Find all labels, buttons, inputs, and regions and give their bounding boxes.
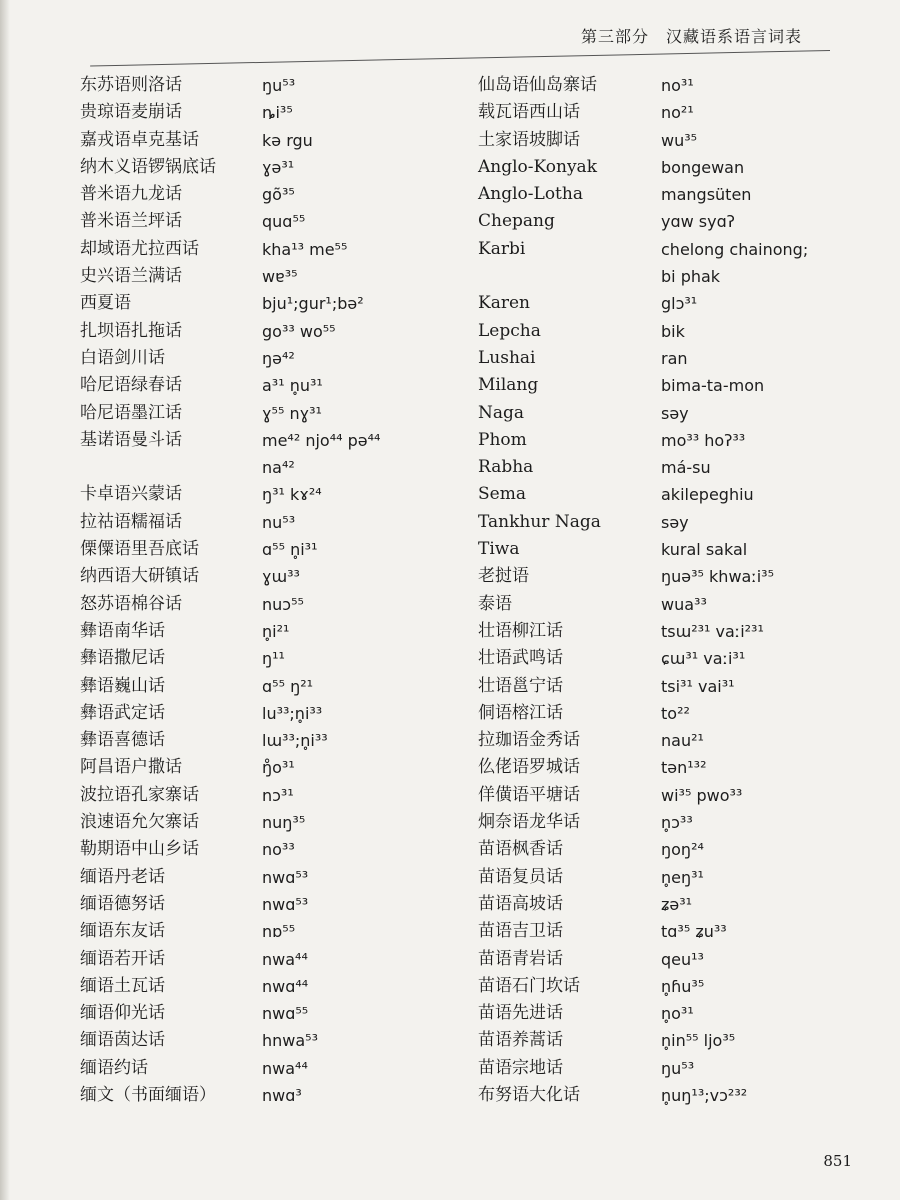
vocab-row bbox=[80, 563, 460, 590]
word-form: tɑ³⁵ ʑu³³ bbox=[661, 922, 727, 942]
word-form: mangsüten bbox=[661, 185, 752, 205]
word-form: na⁴² bbox=[262, 458, 295, 478]
word-form: nwɑ³ bbox=[262, 1085, 302, 1105]
vocab-row bbox=[478, 618, 878, 645]
language-name: 傈僳语里吾底话 bbox=[80, 539, 199, 560]
word-form: tsɯ²³¹ vaːi²³¹ bbox=[661, 621, 764, 641]
vocab-row bbox=[478, 591, 878, 618]
word-form: ŋ̊o³¹ bbox=[262, 758, 295, 778]
word-form: no³¹ bbox=[661, 76, 694, 95]
word-form: nwɑ⁴⁴ bbox=[262, 976, 309, 996]
language-name: Lepcha bbox=[478, 320, 541, 341]
word-form: n̥o³¹ bbox=[661, 1004, 694, 1024]
language-name: 缅语东友话 bbox=[80, 921, 165, 942]
page-edge-shadow bbox=[0, 0, 10, 1200]
language-name: 缅语若开话 bbox=[80, 948, 165, 969]
word-form: ʑə³¹ bbox=[661, 894, 693, 914]
language-name: 布努语大化话 bbox=[478, 1084, 580, 1105]
word-form: yɑw syɑʔ bbox=[661, 212, 735, 232]
word-form: nuŋ³⁵ bbox=[262, 813, 306, 833]
word-form: chelong chainong; bbox=[661, 239, 809, 259]
language-name: 缅文（书面缅语） bbox=[80, 1084, 216, 1105]
language-name: 苗语石门坎话 bbox=[478, 975, 580, 996]
vocab-row bbox=[478, 864, 878, 891]
vocab-row bbox=[478, 208, 878, 235]
vocab-row bbox=[80, 290, 460, 317]
word-form: tən¹³² bbox=[661, 758, 707, 778]
word-form: má-su bbox=[661, 458, 711, 478]
vocab-row bbox=[80, 400, 460, 427]
word-form: nuɔ⁵⁵ bbox=[262, 594, 304, 614]
vocab-row bbox=[478, 99, 878, 126]
word-form: nwa⁴⁴ bbox=[262, 949, 308, 969]
word-form: lu³³;n̥i³³ bbox=[262, 703, 323, 723]
word-form: ŋə⁴² bbox=[262, 348, 295, 368]
page-number: 851 bbox=[823, 1152, 852, 1170]
vocab-row bbox=[478, 673, 878, 700]
word-form: nwɑ⁵³ bbox=[262, 894, 309, 914]
language-name: 彝语武定话 bbox=[80, 702, 165, 723]
language-name: 纳木义语锣锅底话 bbox=[80, 156, 216, 177]
word-form: nwɑ⁵³ bbox=[262, 867, 309, 887]
vocab-row bbox=[80, 154, 460, 181]
language-name: 史兴语兰满话 bbox=[80, 266, 182, 287]
word-form: ȵi³⁵ bbox=[262, 103, 293, 123]
language-name: 泰语 bbox=[478, 593, 512, 614]
language-name: 贵琼语麦崩话 bbox=[80, 102, 182, 123]
word-form: gõ³⁵ bbox=[262, 185, 295, 205]
language-name: Karbi bbox=[478, 238, 526, 259]
vocab-row bbox=[80, 864, 460, 891]
vocab-row bbox=[80, 946, 460, 973]
language-name: 波拉语孔家寨话 bbox=[80, 784, 199, 805]
vocab-row bbox=[478, 536, 878, 563]
vocab-row bbox=[478, 918, 878, 945]
language-name: Milang bbox=[478, 375, 539, 396]
word-form: nu⁵³ bbox=[262, 512, 296, 532]
language-name: Tankhur Naga bbox=[478, 511, 601, 532]
word-form: nɔ³¹ bbox=[262, 785, 294, 805]
vocab-row bbox=[478, 836, 878, 863]
language-name: 勒期语中山乡话 bbox=[80, 839, 199, 860]
word-form: səy bbox=[661, 403, 689, 423]
language-name: 老挝语 bbox=[478, 566, 529, 587]
vocab-row bbox=[80, 481, 460, 508]
word-form: ŋu⁵³ bbox=[262, 76, 296, 95]
word-form: hnwa⁵³ bbox=[262, 1031, 318, 1051]
word-form: ŋuə³⁵ khwaːi³⁵ bbox=[661, 567, 774, 587]
vocab-row bbox=[478, 700, 878, 727]
vocab-row bbox=[80, 782, 460, 809]
word-form: n̥i²¹ bbox=[262, 621, 290, 641]
vocab-row bbox=[80, 263, 460, 290]
vocab-row bbox=[80, 318, 460, 345]
language-name: 卡卓语兴蒙话 bbox=[80, 484, 182, 505]
right-vocab-column bbox=[478, 72, 878, 1109]
vocab-row bbox=[80, 345, 460, 372]
language-name: 炯奈语龙华话 bbox=[478, 812, 580, 833]
language-name: 缅语仰光话 bbox=[80, 1003, 165, 1024]
word-form: kha¹³ me⁵⁵ bbox=[262, 239, 348, 259]
vocab-row bbox=[80, 673, 460, 700]
word-form: lɯ³³;n̥i³³ bbox=[262, 731, 328, 751]
vocab-row bbox=[478, 400, 878, 427]
word-form: ɣ⁵⁵ nɣ³¹ bbox=[262, 403, 322, 423]
word-form: səy bbox=[661, 512, 689, 532]
vocab-row bbox=[478, 181, 878, 208]
left-vocab-column bbox=[80, 72, 460, 1109]
vocab-row bbox=[478, 290, 878, 317]
vocab-row bbox=[80, 427, 460, 454]
word-form: n̥in⁵⁵ ljo³⁵ bbox=[661, 1031, 736, 1051]
language-name: 白语剑川话 bbox=[80, 347, 165, 368]
header-rule bbox=[90, 50, 830, 66]
word-form: ŋ³¹ kɤ²⁴ bbox=[262, 485, 322, 505]
word-form: akilepeghiu bbox=[661, 485, 754, 505]
language-name: 拉祜语糯福话 bbox=[80, 511, 182, 532]
word-form: kə rgu bbox=[262, 130, 313, 150]
language-name: 苗语复员话 bbox=[478, 866, 563, 887]
word-form: ŋoŋ²⁴ bbox=[661, 840, 704, 860]
vocab-row bbox=[80, 618, 460, 645]
language-name: Phom bbox=[478, 429, 527, 450]
vocab-row bbox=[80, 208, 460, 235]
language-name: 彝语撒尼话 bbox=[80, 648, 165, 669]
word-form: quɑ⁵⁵ bbox=[262, 212, 306, 232]
vocab-row bbox=[80, 591, 460, 618]
language-name: 缅语丹老话 bbox=[80, 866, 165, 887]
vocab-row bbox=[80, 99, 460, 126]
vocab-row bbox=[80, 181, 460, 208]
language-name: 却域语尤拉西话 bbox=[80, 238, 199, 259]
language-name: Rabha bbox=[478, 457, 534, 478]
vocab-row bbox=[80, 372, 460, 399]
language-name: Anglo-Konyak bbox=[478, 156, 597, 177]
vocab-row bbox=[80, 754, 460, 781]
language-name: 土家语坡脚话 bbox=[478, 129, 580, 150]
language-name: Anglo-Lotha bbox=[478, 184, 583, 205]
language-name: 仙岛语仙岛寨话 bbox=[478, 75, 597, 95]
vocab-row bbox=[478, 563, 878, 590]
language-name: 纳西语大研镇话 bbox=[80, 566, 199, 587]
language-name: 彝语巍山话 bbox=[80, 675, 165, 696]
vocab-row bbox=[80, 918, 460, 945]
language-name: 普米语九龙话 bbox=[80, 184, 182, 205]
vocab-row bbox=[80, 536, 460, 563]
vocab-row bbox=[478, 509, 878, 536]
language-name: 哈尼语绿春话 bbox=[80, 375, 182, 396]
vocab-row bbox=[80, 1055, 460, 1082]
language-name: 苗语吉卫话 bbox=[478, 921, 563, 942]
vocab-row bbox=[478, 1082, 878, 1109]
language-name: Chepang bbox=[478, 211, 555, 232]
word-form: bik bbox=[661, 321, 685, 341]
word-form: n̥eŋ³¹ bbox=[661, 867, 704, 887]
word-form: wɐ³⁵ bbox=[262, 267, 298, 287]
vocab-row bbox=[478, 127, 878, 154]
word-form: nau²¹ bbox=[661, 731, 704, 751]
word-form: bongewan bbox=[661, 157, 745, 177]
vocab-row bbox=[478, 1000, 878, 1027]
word-form: ɑ⁵⁵ ŋ²¹ bbox=[262, 676, 314, 696]
language-name: 苗语先进话 bbox=[478, 1003, 563, 1024]
vocab-row bbox=[478, 1027, 878, 1054]
word-form: qeu¹³ bbox=[661, 949, 704, 969]
vocab-row bbox=[80, 509, 460, 536]
word-form: mo³³ hoʔ³³ bbox=[661, 430, 746, 450]
language-name: 苗语青岩话 bbox=[478, 948, 563, 969]
language-name: Karen bbox=[478, 293, 530, 314]
vocab-row bbox=[80, 645, 460, 672]
language-name: 侗语榕江话 bbox=[478, 702, 563, 723]
language-name: 嘉戎语卓克基话 bbox=[80, 129, 199, 150]
word-form: kural sakal bbox=[661, 540, 748, 560]
language-name: Tiwa bbox=[478, 539, 520, 560]
word-form: a³¹ n̥u³¹ bbox=[262, 376, 323, 396]
language-name: Naga bbox=[478, 402, 525, 423]
vocab-row bbox=[478, 454, 878, 481]
word-form: n̥ɦu³⁵ bbox=[661, 976, 705, 996]
vocab-row bbox=[478, 72, 878, 99]
word-form: wua³³ bbox=[661, 594, 707, 614]
word-form: ɕɯ³¹ vaːi³¹ bbox=[661, 649, 746, 669]
language-name: 浪速语允欠寨话 bbox=[80, 812, 199, 833]
vocab-row bbox=[80, 836, 460, 863]
vocab-row bbox=[478, 236, 878, 263]
word-form: bju¹;gur¹;bə² bbox=[262, 294, 364, 314]
language-name: 壮语柳江话 bbox=[478, 620, 563, 641]
word-form: nwɑ⁵⁵ bbox=[262, 1004, 309, 1024]
word-form: nwa⁴⁴ bbox=[262, 1058, 308, 1078]
page-header-title: 第三部分 汉藏语系语言词表 bbox=[580, 27, 802, 46]
vocab-row bbox=[478, 645, 878, 672]
vocab-row bbox=[80, 72, 460, 99]
language-name: 苗语枫香话 bbox=[478, 839, 563, 860]
vocab-row bbox=[478, 946, 878, 973]
language-name: 彝语喜德话 bbox=[80, 730, 165, 751]
vocab-row bbox=[478, 345, 878, 372]
vocab-row bbox=[478, 809, 878, 836]
language-name: 扎坝语扎拖话 bbox=[80, 320, 182, 341]
language-name: Lushai bbox=[478, 347, 536, 368]
language-name: 缅语茵达话 bbox=[80, 1030, 165, 1051]
language-name: 东苏语则洛话 bbox=[80, 75, 182, 95]
language-name: 彝语南华话 bbox=[80, 620, 165, 641]
word-form: n̥uŋ¹³;vɔ²³² bbox=[661, 1085, 748, 1105]
vocab-row bbox=[80, 891, 460, 918]
word-form: ŋu⁵³ bbox=[661, 1058, 695, 1078]
word-form: no²¹ bbox=[661, 103, 694, 123]
vocab-row bbox=[478, 427, 878, 454]
vocab-row bbox=[478, 1055, 878, 1082]
word-form: ŋ¹¹ bbox=[262, 649, 285, 669]
vocab-row bbox=[80, 127, 460, 154]
vocab-row bbox=[80, 973, 460, 1000]
word-form: bima-ta-mon bbox=[661, 376, 765, 396]
language-name: 普米语兰坪话 bbox=[80, 211, 182, 232]
language-name: 苗语宗地话 bbox=[478, 1057, 563, 1078]
vocab-row bbox=[478, 891, 878, 918]
language-name: 哈尼语墨江话 bbox=[80, 402, 182, 423]
language-name: 缅语约话 bbox=[80, 1057, 148, 1078]
word-form: bi phak bbox=[661, 267, 721, 287]
vocab-row bbox=[478, 263, 878, 290]
vocab-row bbox=[478, 782, 878, 809]
language-name: 缅语土瓦话 bbox=[80, 975, 165, 996]
language-name: 怒苏语棉谷话 bbox=[80, 593, 182, 614]
word-form: wu³⁵ bbox=[661, 130, 698, 150]
vocab-row bbox=[80, 236, 460, 263]
word-form: nɒ⁵⁵ bbox=[262, 922, 296, 942]
word-form: to²² bbox=[661, 703, 690, 723]
language-name: 载瓦语西山话 bbox=[478, 102, 580, 123]
word-form: ran bbox=[661, 348, 688, 368]
vocab-row bbox=[478, 481, 878, 508]
vocab-row bbox=[478, 727, 878, 754]
language-name: 基诺语曼斗话 bbox=[80, 429, 182, 450]
word-form: wi³⁵ pwo³³ bbox=[661, 785, 743, 805]
language-name: Sema bbox=[478, 484, 526, 505]
word-form: tsi³¹ vai³¹ bbox=[661, 676, 735, 696]
word-form: ɑ⁵⁵ n̥i³¹ bbox=[262, 540, 318, 560]
language-name: 壮语邕宁话 bbox=[478, 675, 563, 696]
word-form: go³³ wo⁵⁵ bbox=[262, 321, 336, 341]
vocab-row bbox=[80, 454, 460, 481]
word-form: ɣə³¹ bbox=[262, 157, 295, 177]
vocab-row bbox=[80, 1000, 460, 1027]
vocab-row bbox=[80, 1027, 460, 1054]
word-form: ɣɯ³³ bbox=[262, 567, 300, 587]
vocab-row bbox=[80, 809, 460, 836]
word-form: me⁴² njo⁴⁴ pə⁴⁴ bbox=[262, 430, 381, 450]
vocab-row bbox=[478, 973, 878, 1000]
language-name: 西夏语 bbox=[80, 293, 131, 314]
language-name: 仫佬语罗城话 bbox=[478, 757, 580, 778]
language-name: 壮语武鸣话 bbox=[478, 648, 563, 669]
vocab-row bbox=[478, 318, 878, 345]
language-name: 苗语高坡话 bbox=[478, 893, 563, 914]
language-name: 缅语德努话 bbox=[80, 893, 165, 914]
vocab-row bbox=[80, 727, 460, 754]
language-name: 佯僙语平塘话 bbox=[478, 784, 580, 805]
vocab-row bbox=[478, 154, 878, 181]
vocab-row bbox=[478, 372, 878, 399]
language-name: 苗语养蒿话 bbox=[478, 1030, 563, 1051]
word-form: no³³ bbox=[262, 840, 295, 860]
language-name: 阿昌语户撒话 bbox=[80, 757, 182, 778]
word-form: glɔ³¹ bbox=[661, 294, 698, 314]
vocab-row bbox=[478, 754, 878, 781]
language-name: 拉珈语金秀话 bbox=[478, 730, 580, 751]
vocab-row bbox=[80, 700, 460, 727]
vocab-row bbox=[80, 1082, 460, 1109]
word-form: n̥ɔ³³ bbox=[661, 813, 693, 833]
